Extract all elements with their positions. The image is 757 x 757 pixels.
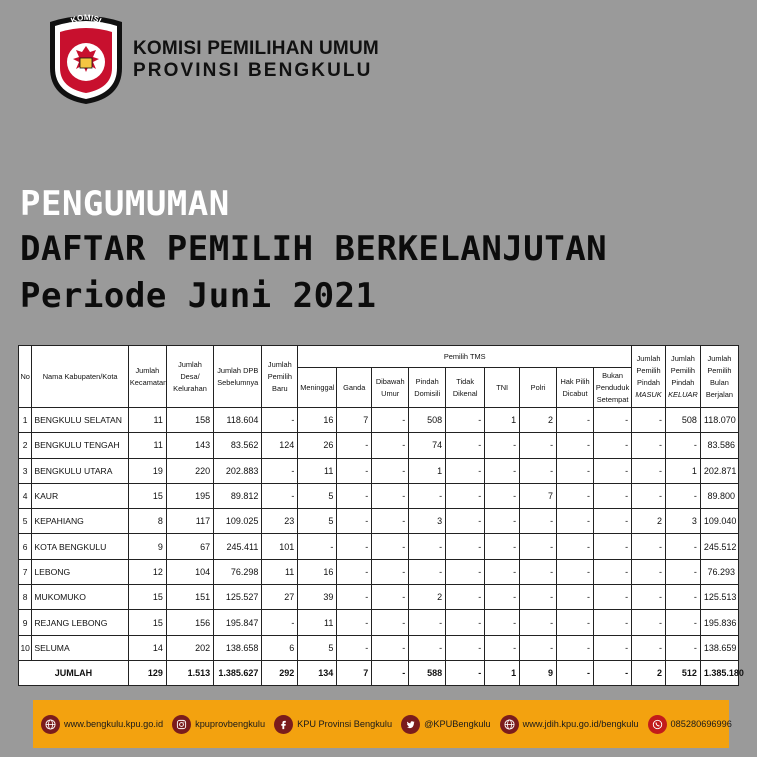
cell-bukan-penduduk: -	[594, 534, 632, 559]
cell-hak-pilih: -	[557, 635, 594, 660]
cell-desa: 158	[166, 408, 213, 433]
cell-kecamatan: 11	[128, 433, 166, 458]
total-tidak-dikenal: -	[446, 660, 485, 685]
cell-kecamatan: 15	[128, 585, 166, 610]
cell-total: 125.513	[700, 585, 738, 610]
total-hak-pilih: -	[557, 660, 594, 685]
cell-total: 118.070	[700, 408, 738, 433]
cell-name: BENGKULU TENGAH	[32, 433, 129, 458]
header-bukan-penduduk: Bukan Penduduk Setempat	[594, 368, 632, 408]
cell-no: 6	[19, 534, 32, 559]
cell-meninggal: 5	[298, 509, 337, 534]
footer-contact-bar	[33, 700, 732, 748]
cell-bukan-penduduk: -	[594, 610, 632, 635]
cell-total: 89.800	[700, 483, 738, 508]
cell-masuk: -	[632, 433, 666, 458]
cell-keluar: -	[665, 534, 700, 559]
cell-baru: 124	[262, 433, 298, 458]
org-line-2: PROVINSI BENGKULU	[133, 60, 373, 81]
cell-polri: -	[520, 509, 557, 534]
title-voter-list: DAFTAR PEMILIH BERKELANJUTAN	[20, 229, 608, 269]
cell-polri: -	[520, 433, 557, 458]
table-row	[19, 509, 739, 534]
cell-dibawah-umur: -	[372, 585, 409, 610]
twitter-icon	[401, 715, 420, 734]
cell-desa: 104	[166, 559, 213, 584]
cell-kecamatan: 11	[128, 408, 166, 433]
cell-pindah-domisili: 74	[409, 433, 446, 458]
table-row	[19, 483, 739, 508]
total-masuk: 2	[632, 660, 666, 685]
cell-desa: 195	[166, 483, 213, 508]
header-desa: Jumlah Desa/ Kelurahan	[166, 346, 213, 408]
header-ganda: Ganda	[337, 368, 372, 408]
cell-ganda: -	[337, 635, 372, 660]
cell-dpb: 245.411	[214, 534, 262, 559]
header-bulan-berjalan: Jumlah Pemilih Bulan Berjalan	[700, 346, 738, 408]
cell-tidak-dikenal: -	[446, 483, 485, 508]
cell-dibawah-umur: -	[372, 534, 409, 559]
cell-meninggal: -	[298, 534, 337, 559]
cell-keluar: 508	[665, 408, 700, 433]
cell-no: 2	[19, 433, 32, 458]
cell-hak-pilih: -	[557, 585, 594, 610]
cell-pindah-domisili: -	[409, 483, 446, 508]
cell-keluar: -	[665, 433, 700, 458]
cell-tidak-dikenal: -	[446, 433, 485, 458]
cell-baru: 101	[262, 534, 298, 559]
cell-name: BENGKULU UTARA	[32, 458, 129, 483]
cell-masuk: -	[632, 585, 666, 610]
cell-tni: -	[485, 458, 520, 483]
cell-dpb: 138.658	[214, 635, 262, 660]
cell-hak-pilih: -	[557, 509, 594, 534]
cell-tni: -	[485, 559, 520, 584]
cell-bukan-penduduk: -	[594, 635, 632, 660]
cell-no: 8	[19, 585, 32, 610]
cell-pindah-domisili: -	[409, 635, 446, 660]
cell-tni: -	[485, 534, 520, 559]
cell-bukan-penduduk: -	[594, 483, 632, 508]
total-polri: 9	[520, 660, 557, 685]
cell-baru: -	[262, 458, 298, 483]
cell-ganda: -	[337, 458, 372, 483]
cell-tidak-dikenal: -	[446, 408, 485, 433]
cell-ganda: 7	[337, 408, 372, 433]
cell-baru: 27	[262, 585, 298, 610]
cell-hak-pilih: -	[557, 483, 594, 508]
organization-name	[133, 38, 379, 82]
cell-keluar: -	[665, 635, 700, 660]
cell-dibawah-umur: -	[372, 610, 409, 635]
cell-tidak-dikenal: -	[446, 458, 485, 483]
footer-whatsapp[interactable]	[648, 715, 732, 734]
cell-name: KAUR	[32, 483, 129, 508]
footer-whatsapp-text: 085280696996	[670, 719, 732, 729]
cell-desa: 117	[166, 509, 213, 534]
cell-baru: -	[262, 483, 298, 508]
cell-masuk: -	[632, 458, 666, 483]
cell-hak-pilih: -	[557, 408, 594, 433]
cell-keluar: 1	[665, 458, 700, 483]
cell-name: LEBONG	[32, 559, 129, 584]
header-pindah-keluar: Jumlah Pemilih Pindah KELUAR	[665, 346, 700, 408]
cell-pindah-domisili: 1	[409, 458, 446, 483]
cell-meninggal: 11	[298, 458, 337, 483]
cell-no: 10	[19, 635, 32, 660]
cell-dpb: 89.812	[214, 483, 262, 508]
logo-text-top: KOMISI	[69, 12, 103, 26]
cell-meninggal: 5	[298, 483, 337, 508]
cell-tidak-dikenal: -	[446, 534, 485, 559]
cell-name: BENGKULU SELATAN	[32, 408, 129, 433]
cell-ganda: -	[337, 483, 372, 508]
cell-name: MUKOMUKO	[32, 585, 129, 610]
voter-table-container	[18, 345, 744, 686]
cell-bukan-penduduk: -	[594, 559, 632, 584]
footer-twitter-text: @KPUBengkulu	[424, 719, 491, 729]
cell-meninggal: 5	[298, 635, 337, 660]
cell-dibawah-umur: -	[372, 458, 409, 483]
header-no: No	[19, 346, 32, 408]
footer-instagram-text: kpuprovbengkulu	[195, 719, 266, 729]
footer-jdih[interactable]	[500, 715, 639, 734]
cell-total: 245.512	[700, 534, 738, 559]
total-bulan-berjalan: 1.385.180	[700, 660, 738, 685]
footer-twitter[interactable]	[401, 715, 491, 734]
cell-hak-pilih: -	[557, 559, 594, 584]
cell-baru: 6	[262, 635, 298, 660]
cell-polri: -	[520, 635, 557, 660]
total-desa: 1.513	[166, 660, 213, 685]
cell-baru: -	[262, 610, 298, 635]
voter-table	[18, 345, 744, 686]
cell-kecamatan: 14	[128, 635, 166, 660]
cell-bukan-penduduk: -	[594, 433, 632, 458]
table-row	[19, 610, 739, 635]
title-announcement: PENGUMUMAN	[20, 184, 230, 224]
cell-dibawah-umur: -	[372, 483, 409, 508]
globe-icon	[41, 715, 60, 734]
cell-pindah-domisili: -	[409, 534, 446, 559]
globe-icon	[500, 715, 519, 734]
cell-keluar: 3	[665, 509, 700, 534]
cell-bukan-penduduk: -	[594, 408, 632, 433]
cell-kecamatan: 8	[128, 509, 166, 534]
header-pindah-masuk: Jumlah Pemilih Pindah MASUK	[632, 346, 666, 408]
header-tni: TNI	[485, 368, 520, 408]
cell-keluar: -	[665, 559, 700, 584]
table-total-row	[19, 660, 739, 685]
header-polri: Polri	[520, 368, 557, 408]
cell-hak-pilih: -	[557, 458, 594, 483]
cell-dibawah-umur: -	[372, 635, 409, 660]
footer-instagram[interactable]	[172, 715, 265, 734]
cell-desa: 143	[166, 433, 213, 458]
footer-jdih-text: www.jdih.kpu.go.id/bengkulu	[522, 719, 639, 729]
header-tidak-dikenal: Tidak Dikenal	[446, 368, 485, 408]
cell-no: 7	[19, 559, 32, 584]
total-meninggal: 134	[298, 660, 337, 685]
cell-hak-pilih: -	[557, 433, 594, 458]
cell-masuk: -	[632, 610, 666, 635]
cell-total: 138.659	[700, 635, 738, 660]
cell-tni: -	[485, 483, 520, 508]
total-baru: 292	[262, 660, 298, 685]
footer-facebook-text: KPU Provinsi Bengkulu	[297, 719, 393, 729]
cell-baru: 23	[262, 509, 298, 534]
total-label: JUMLAH	[19, 660, 129, 685]
cell-masuk: -	[632, 408, 666, 433]
cell-dpb: 125.527	[214, 585, 262, 610]
cell-ganda: -	[337, 585, 372, 610]
announcement-titles	[20, 183, 607, 319]
cell-name: KEPAHIANG	[32, 509, 129, 534]
cell-dibawah-umur: -	[372, 509, 409, 534]
cell-no: 3	[19, 458, 32, 483]
cell-ganda: -	[337, 509, 372, 534]
cell-dpb: 118.604	[214, 408, 262, 433]
total-keluar: 512	[665, 660, 700, 685]
footer-facebook[interactable]	[274, 715, 392, 734]
cell-tni: -	[485, 610, 520, 635]
cell-ganda: -	[337, 433, 372, 458]
cell-no: 4	[19, 483, 32, 508]
total-dpb: 1.385.627	[214, 660, 262, 685]
org-line-1: KOMISI PEMILIHAN UMUM	[133, 38, 379, 59]
cell-tni: -	[485, 433, 520, 458]
cell-kecamatan: 9	[128, 534, 166, 559]
cell-polri: 7	[520, 483, 557, 508]
cell-polri: -	[520, 585, 557, 610]
cell-polri: -	[520, 458, 557, 483]
cell-name: SELUMA	[32, 635, 129, 660]
cell-tidak-dikenal: -	[446, 585, 485, 610]
footer-website[interactable]	[41, 715, 163, 734]
cell-dibawah-umur: -	[372, 559, 409, 584]
cell-total: 195.836	[700, 610, 738, 635]
cell-polri: 2	[520, 408, 557, 433]
cell-tni: 1	[485, 408, 520, 433]
cell-pindah-domisili: -	[409, 559, 446, 584]
cell-no: 5	[19, 509, 32, 534]
cell-polri: -	[520, 559, 557, 584]
cell-pindah-domisili: 3	[409, 509, 446, 534]
total-ganda: 7	[337, 660, 372, 685]
cell-hak-pilih: -	[557, 610, 594, 635]
cell-keluar: -	[665, 585, 700, 610]
cell-no: 1	[19, 408, 32, 433]
cell-keluar: -	[665, 483, 700, 508]
cell-baru: -	[262, 408, 298, 433]
cell-baru: 11	[262, 559, 298, 584]
cell-polri: -	[520, 610, 557, 635]
table-row	[19, 559, 739, 584]
header-dibawah-umur: Dibawah Umur	[372, 368, 409, 408]
table-row	[19, 458, 739, 483]
header-kecamatan: Jumlah Kecamatan	[128, 346, 166, 408]
cell-tidak-dikenal: -	[446, 635, 485, 660]
cell-ganda: -	[337, 559, 372, 584]
cell-dpb: 83.562	[214, 433, 262, 458]
table-row	[19, 534, 739, 559]
cell-dpb: 195.847	[214, 610, 262, 635]
facebook-icon	[274, 715, 293, 734]
header-pemilih-baru: Jumlah Pemilih Baru	[262, 346, 298, 408]
cell-tidak-dikenal: -	[446, 610, 485, 635]
total-kecamatan: 129	[128, 660, 166, 685]
cell-bukan-penduduk: -	[594, 585, 632, 610]
cell-total: 202.871	[700, 458, 738, 483]
cell-polri: -	[520, 534, 557, 559]
cell-pindah-domisili: 2	[409, 585, 446, 610]
cell-name: REJANG LEBONG	[32, 610, 129, 635]
cell-hak-pilih: -	[557, 534, 594, 559]
whatsapp-icon	[648, 715, 667, 734]
cell-desa: 156	[166, 610, 213, 635]
total-tni: 1	[485, 660, 520, 685]
cell-masuk: -	[632, 635, 666, 660]
cell-desa: 220	[166, 458, 213, 483]
cell-tidak-dikenal: -	[446, 509, 485, 534]
cell-meninggal: 39	[298, 585, 337, 610]
cell-meninggal: 16	[298, 408, 337, 433]
cell-total: 76.293	[700, 559, 738, 584]
cell-desa: 151	[166, 585, 213, 610]
cell-total: 83.586	[700, 433, 738, 458]
cell-kecamatan: 19	[128, 458, 166, 483]
header-name: Nama Kabupaten/Kota	[32, 346, 129, 408]
cell-dpb: 76.298	[214, 559, 262, 584]
cell-meninggal: 11	[298, 610, 337, 635]
cell-ganda: -	[337, 534, 372, 559]
cell-masuk: -	[632, 483, 666, 508]
cell-tidak-dikenal: -	[446, 559, 485, 584]
table-row	[19, 585, 739, 610]
cell-no: 9	[19, 610, 32, 635]
cell-dpb: 109.025	[214, 509, 262, 534]
cell-ganda: -	[337, 610, 372, 635]
cell-masuk: 2	[632, 509, 666, 534]
cell-tni: -	[485, 585, 520, 610]
footer-website-text: www.bengkulu.kpu.go.id	[64, 719, 164, 729]
cell-kecamatan: 15	[128, 610, 166, 635]
cell-kecamatan: 15	[128, 483, 166, 508]
cell-meninggal: 26	[298, 433, 337, 458]
cell-dibawah-umur: -	[372, 433, 409, 458]
cell-pindah-domisili: -	[409, 610, 446, 635]
cell-masuk: -	[632, 534, 666, 559]
cell-dibawah-umur: -	[372, 408, 409, 433]
header-meninggal: Meninggal	[298, 368, 337, 408]
table-row	[19, 635, 739, 660]
cell-tni: -	[485, 635, 520, 660]
cell-meninggal: 16	[298, 559, 337, 584]
header-pemilih-tms: Pemilih TMS	[298, 346, 632, 368]
kpu-logo	[44, 12, 128, 106]
total-dibawah-umur: -	[372, 660, 409, 685]
table-row	[19, 433, 739, 458]
cell-kecamatan: 12	[128, 559, 166, 584]
header-hak-pilih-dicabut: Hak Pilih Dicabut	[557, 368, 594, 408]
cell-desa: 67	[166, 534, 213, 559]
cell-dpb: 202.883	[214, 458, 262, 483]
cell-bukan-penduduk: -	[594, 509, 632, 534]
title-period: Periode Juni 2021	[20, 276, 377, 316]
total-pindah-domisili: 588	[409, 660, 446, 685]
cell-desa: 202	[166, 635, 213, 660]
table-row	[19, 408, 739, 433]
cell-bukan-penduduk: -	[594, 458, 632, 483]
cell-pindah-domisili: 508	[409, 408, 446, 433]
cell-masuk: -	[632, 559, 666, 584]
cell-total: 109.040	[700, 509, 738, 534]
header-dpb: Jumlah DPB Sebelumnya	[214, 346, 262, 408]
total-bukan-penduduk: -	[594, 660, 632, 685]
cell-name: KOTA BENGKULU	[32, 534, 129, 559]
header-pindah-domisili: Pindah Domisili	[409, 368, 446, 408]
instagram-icon	[172, 715, 191, 734]
cell-tni: -	[485, 509, 520, 534]
cell-keluar: -	[665, 610, 700, 635]
